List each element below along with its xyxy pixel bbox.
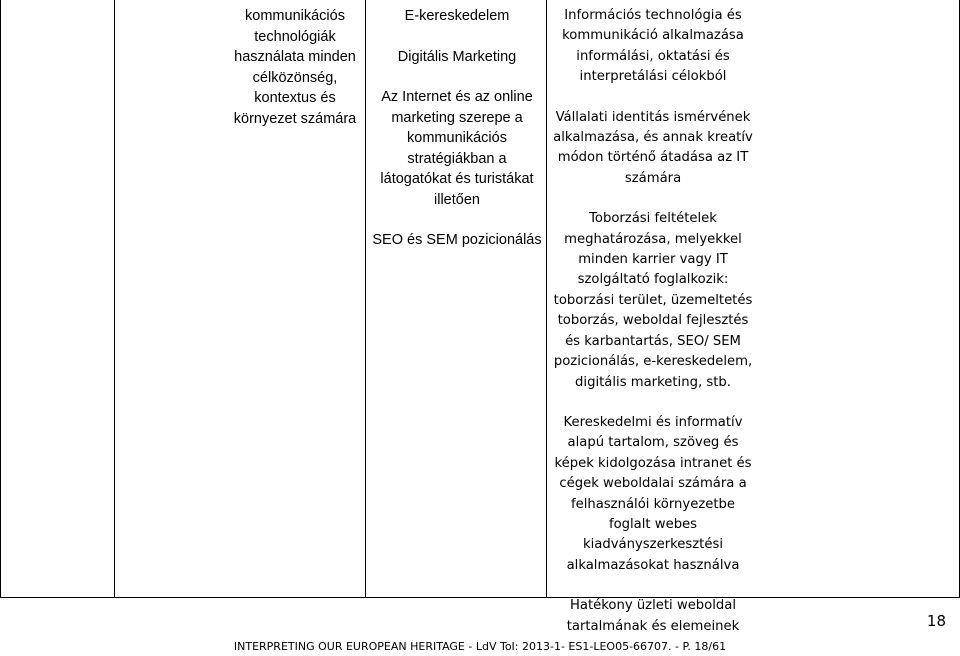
cell-line: informálási, oktatási és bbox=[576, 48, 730, 64]
cell-line: minden karrier vagy IT bbox=[578, 252, 728, 268]
cell-line: Vállalati identitás ismérvének bbox=[555, 109, 751, 125]
cell-line: használata minden bbox=[234, 49, 356, 65]
cell-line: interpretálási célokból bbox=[579, 69, 727, 85]
cell-line: digitális marketing, stb. bbox=[575, 374, 731, 390]
cell-line: technológiák bbox=[254, 28, 336, 45]
cell-line: kiadványszerkesztési bbox=[582, 537, 724, 553]
cell-line: stratégiákban a bbox=[407, 150, 507, 167]
cell-line: kommunikációs bbox=[245, 8, 345, 24]
cell-line: marketing szerepe a bbox=[391, 109, 523, 126]
cell-line: toborzási terület, üzemeltetés bbox=[553, 292, 753, 308]
cell-line: Az Internet és az online bbox=[381, 89, 533, 105]
cell-line: SEO és SEM pozicionálás bbox=[372, 232, 542, 248]
cell-line: Kereskedelmi és informatív bbox=[563, 414, 743, 430]
page-number: 18 bbox=[926, 612, 946, 630]
cell-line: Hatékony üzleti weboldal bbox=[569, 598, 737, 614]
cell-line: alkalmazásokat használva bbox=[566, 557, 740, 573]
cell-line: környezet számára bbox=[233, 110, 357, 127]
cell-line: felhasználói környezetbe bbox=[570, 496, 736, 512]
cell-line: látogatókat és turistákat bbox=[380, 171, 534, 187]
cell-line: célközönség, bbox=[252, 69, 338, 86]
cell-line: módon történő átadása az IT bbox=[557, 150, 749, 166]
table-cell-column-2 bbox=[367, 6, 547, 251]
table-border-left bbox=[0, 0, 1, 597]
cell-line: foglalt webes bbox=[608, 516, 698, 532]
cell-line: szolgáltató foglalkozik: bbox=[577, 272, 729, 288]
cell-line: pozicionálás, e-kereskedelem, bbox=[553, 354, 753, 370]
cell-line: számára bbox=[624, 170, 682, 186]
cell-line: képek kidolgozása intranet és bbox=[554, 455, 752, 471]
cell-line: és karbantartás, SEO/ SEM bbox=[565, 333, 741, 349]
cell-line: kommunikációs bbox=[407, 130, 507, 146]
table-border-col1 bbox=[365, 0, 366, 597]
cell-line: E-kereskedelem bbox=[404, 8, 510, 24]
cell-line: alapú tartalom, szöveg és bbox=[567, 435, 739, 451]
cell-line: Toborzási feltételek bbox=[589, 211, 717, 227]
cell-line: Információs technológia és bbox=[564, 8, 742, 23]
cell-line: kommunikáció alkalmazása bbox=[562, 28, 744, 44]
cell-line: Digitális Marketing bbox=[397, 48, 517, 65]
table-cell-column-3 bbox=[548, 6, 758, 637]
cell-line: alkalmazása, és annak kreatív bbox=[553, 130, 753, 146]
cell-line: kontextus és bbox=[254, 90, 336, 106]
cell-line: illetően bbox=[434, 191, 480, 208]
table-border-bottom bbox=[0, 597, 960, 598]
cell-line: toborzás, weboldal fejlesztés bbox=[557, 313, 749, 329]
cell-line: cégek weboldalai számára a bbox=[559, 476, 747, 492]
table-border-col0 bbox=[114, 0, 115, 597]
table-cell-column-1 bbox=[225, 6, 365, 129]
cell-line: tartalmának és elemeinek bbox=[566, 618, 740, 634]
page-footer: INTERPRETING OUR EUROPEAN HERITAGE - LdV ToI: 2013-1- ES1-LEO05-66707. - P. 18/61 bbox=[233, 640, 727, 653]
cell-line: meghatározása, melyekkel bbox=[564, 231, 742, 247]
